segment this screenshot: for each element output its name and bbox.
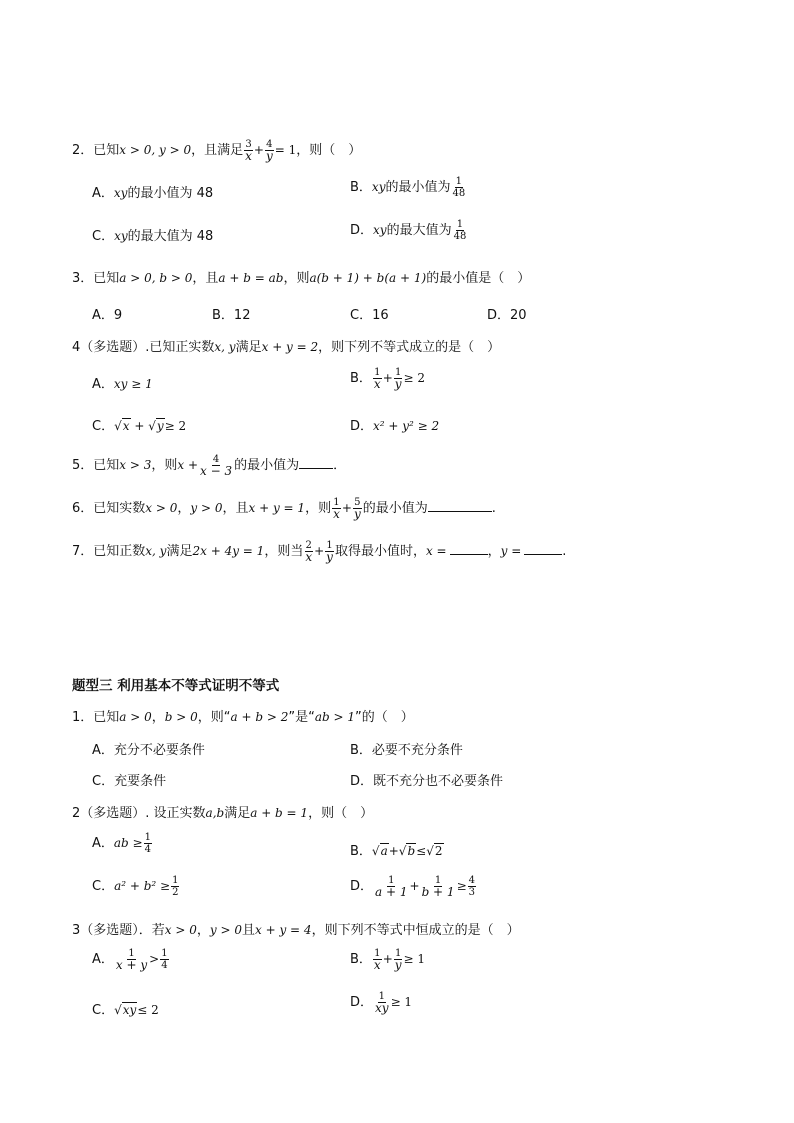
q2-eq: = 1 (274, 143, 297, 157)
q2-condition: x > 0, y > 0 (119, 143, 192, 157)
s3-q2-option-b[interactable]: B．√a+√b≤√2 (350, 844, 443, 859)
q3-option-b[interactable]: B．12 (212, 308, 251, 323)
q6-answer-blank[interactable] (428, 501, 492, 512)
q2-stem-b: ，且满足 (191, 143, 244, 158)
q4-option-a[interactable]: A．xy ≥ 1 (92, 377, 153, 392)
s3-q1-option-a[interactable]: A．充分不必要条件 (92, 743, 205, 758)
question-4-stem: 4（多选题）.已知正实数x, y满足x + y = 2，则下列不等式成立的是（ ） (72, 340, 501, 355)
q2-b-frac: $\frac{1}{48}$ (452, 176, 466, 199)
q2-stem-a: 2．已知 (72, 143, 120, 158)
q2-frac-1: $\frac{3}{x}$ (245, 139, 252, 163)
s3-q1-option-d[interactable]: D．既不充分也不必要条件 (350, 774, 504, 789)
q3-option-d[interactable]: D．20 (487, 308, 527, 323)
s3-q2-option-c[interactable]: C．a² + b² ≥ $\frac{1}{2}$ (92, 875, 179, 898)
q2-option-d[interactable]: D．xy的最大值为 $\frac{1}{48}$ (350, 219, 467, 242)
q2-d-frac: $\frac{1}{48}$ (453, 219, 467, 242)
q2-option-a[interactable]: A．xy的最小值为 48 (92, 186, 214, 201)
s3-q1-option-b[interactable]: B．必要不充分条件 (350, 743, 463, 758)
section-3-title: 题型三 利用基本不等式证明不等式 (72, 678, 280, 694)
q4-vars: x, y (214, 340, 236, 354)
q2-option-c[interactable]: C．xy的最大值为 48 (92, 229, 214, 244)
s3-question-2-stem: 2（多选题）. 设正实数a,b满足a + b = 1，则（ ） (72, 806, 374, 821)
q3-expression: a(b + 1) + b(a + 1) (309, 271, 427, 285)
q3-option-c[interactable]: C．16 (350, 308, 389, 323)
question-2-stem: 2．已知x > 0, y > 0，且满足 $\frac{3}{x}$ + $\frac{4}{y}$ = 1，则（ ） (72, 139, 362, 163)
s3-q3-option-c[interactable]: C．√xy≤ 2 (92, 1003, 159, 1018)
s3-q1-option-c[interactable]: C．充要条件 (92, 774, 167, 789)
question-6-stem: 6．已知实数x > 0，y > 0，且x + y = 1，则 $\frac{1}{x}$ + $\frac{5}{y}$ 的最小值为 . (72, 497, 496, 521)
q7-x-blank[interactable] (450, 544, 488, 555)
q3-condition: a > 0, b > 0 (119, 271, 193, 285)
q4-option-b[interactable]: B． $\frac{1}{x}$ + $\frac{1}{y}$ ≥ 2 (350, 367, 426, 391)
question-7-stem: 7．已知正数x, y满足2x + 4y = 1，则当 $\frac{2}{x}$ + $\frac{1}{y}$ 取得最小值时，x = ，y = . (72, 540, 567, 564)
q2-frac-2: $\frac{4}{y}$ (265, 139, 273, 163)
q3-condition-2: a + b = ab (218, 271, 284, 285)
q2-stem-c: ，则（ ） (296, 143, 362, 158)
question-5-stem: 5．已知x > 3，则x + $\frac{4}{x - 3}$ 的最小值为 ． (72, 454, 347, 478)
q2-option-b[interactable]: B．xy的最小值为 $\frac{1}{48}$ (350, 176, 466, 199)
q4-option-d[interactable]: D．x² + y² ≥ 2 (350, 419, 440, 434)
s3-q3-option-b[interactable]: B． $\frac{1}{x}$ + $\frac{1}{y}$ ≥ 1 (350, 948, 426, 972)
q3-option-a[interactable]: A．9 (92, 308, 123, 323)
q7-y-blank[interactable] (524, 544, 562, 555)
s3-q3-option-d[interactable]: D． $\frac{1}{xy}$ ≥ 1 (350, 991, 413, 1015)
s3-q2-option-d[interactable]: D． $\frac{1}{a + 1}$ + $\frac{1}{b + 1}$ ≥ $\frac{4}{3}$ (350, 875, 475, 899)
s3-q3-option-a[interactable]: A． $\frac{1}{x + y}$ > $\frac{1}{4}$ (92, 948, 168, 972)
s3-q2-option-a[interactable]: A．ab ≥ $\frac{1}{4}$ (92, 832, 151, 855)
q4-condition: x + y = 2 (261, 340, 319, 354)
s3-question-3-stem: 3（多选题）．若x > 0，y > 0且x + y = 4，则下列不等式中恒成立的是（ ） (72, 923, 520, 938)
s3-question-1-stem: 1．已知a > 0，b > 0，则“a + b > 2”是“ab > 1”的（ ） (72, 710, 414, 725)
q5-answer-blank[interactable] (299, 458, 333, 469)
question-3-stem: 3．已知a > 0, b > 0，且a + b = ab，则a(b + 1) + b(a + 1)的最小值是（ ） (72, 271, 531, 286)
q4-option-c[interactable]: C．√x + √y≥ 2 (92, 419, 187, 434)
